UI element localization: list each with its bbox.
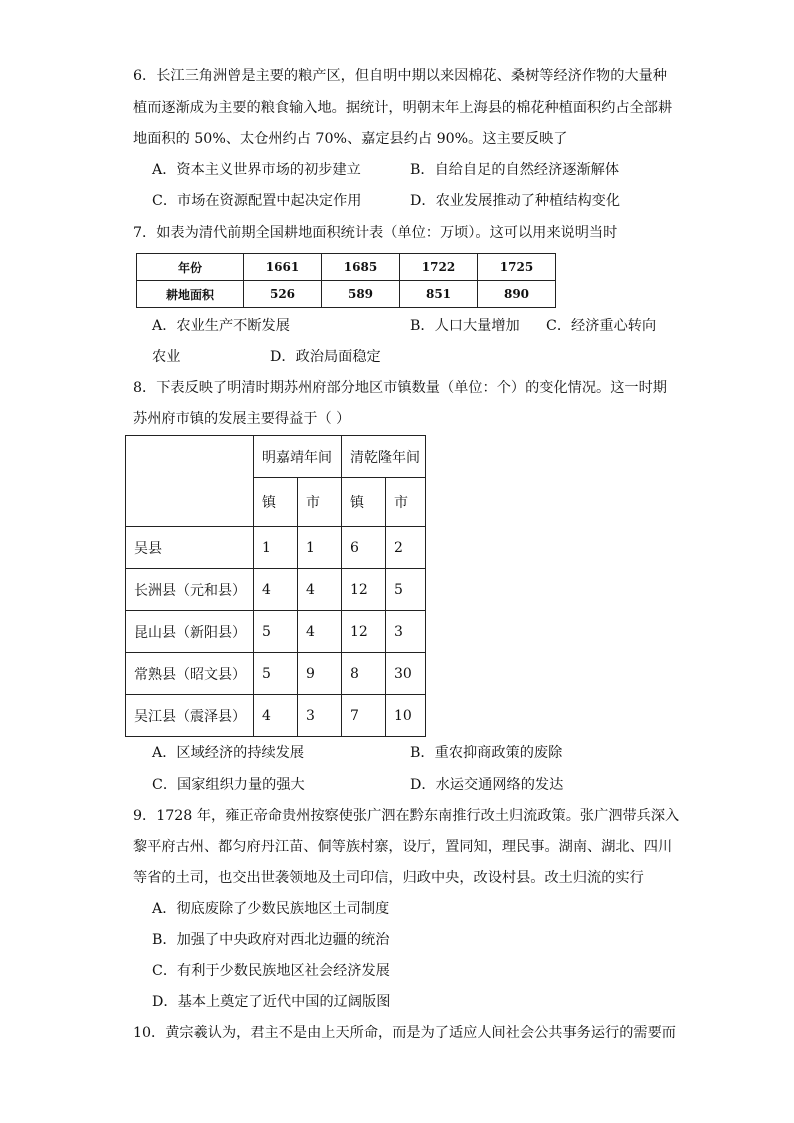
q6-option-b: B．自给自足的自然经济逐渐解体 [410,162,620,178]
q6-stem-line-1: 6．长江三角洲曾是主要的粮产区，但自明中期以来因棉花、桑树等经济作物的大量种 [133,68,667,84]
q8-value: 30 [386,653,426,695]
q8-value: 3 [298,695,342,737]
q8-value: 4 [254,695,298,737]
q8-period-ming: 明嘉靖年间 [254,436,342,478]
q8-subheader-shi: 市 [386,478,426,527]
q7-option-c: C．经济重心转向 [546,318,657,334]
q8-value: 3 [386,611,426,653]
q9-stem-line-3: 等省的土司，也交出世袭领地及土司印信，归政中央，改设村县。改土归流的实行 [133,870,644,886]
table-row [126,695,426,737]
q9-stem-line-1: 9．1728 年，雍正帝命贵州按察使张广泗在黔东南推行改土归流政策。张广泗带兵深入 [133,808,680,824]
q6-option-d: D．农业发展推动了种植结构变化 [410,193,621,209]
q8-value: 1 [254,527,298,569]
q8-value: 2 [386,527,426,569]
q8-county: 吴江县（震泽县） [126,695,254,737]
q10-stem: 10．黄宗羲认为，君主不是由上天所命，而是为了适应人间社会公共事务运行的需要而 [133,1025,676,1041]
q7-year-cell: 1722 [400,254,478,281]
q9-option-b: B．加强了中央政府对西北边疆的统治 [152,932,390,948]
q8-county: 昆山县（新阳县） [126,611,254,653]
q7-option-c-continued: 农业 [152,349,181,365]
q7-option-d: D．政治局面稳定 [270,349,381,365]
q7-farmland-table [136,253,556,308]
q7-year-row [137,254,556,281]
q7-area-cell: 851 [400,281,478,308]
q7-area-cell: 890 [478,281,556,308]
q8-county: 常熟县（昭文县） [126,653,254,695]
q7-area-row [137,281,556,308]
q7-year-cell: 1685 [322,254,400,281]
q8-stem-line-1: 8．下表反映了明清时期苏州府部分地区市镇数量（单位：个）的变化情况。这一时期 [133,380,667,396]
q6-option-a: A．资本主义世界市场的初步建立 [152,162,361,178]
q9-option-a: A．彻底废除了少数民族地区土司制度 [152,901,390,917]
q8-value: 10 [386,695,426,737]
q9-stem-line-2: 黎平府古州、都匀府丹江苗、侗等族村寨，设厅，置同知，理民事。湖南、湖北、四川 [133,839,673,855]
q8-county: 吴县 [126,527,254,569]
q7-area-cell: 526 [244,281,322,308]
q8-option-a: A．区域经济的持续发展 [152,745,305,761]
q8-value: 4 [298,611,342,653]
q6-stem-line-2: 植而逐渐成为主要的粮食输入地。据统计，明朝末年上海县的棉花种植面积约占全部耕 [133,100,673,116]
q8-subheader-shi: 市 [298,478,342,527]
q8-value: 6 [342,527,386,569]
q8-period-qing: 清乾隆年间 [342,436,426,478]
q8-value: 5 [254,653,298,695]
q7-option-a: A．农业生产不断发展 [152,318,290,334]
q8-value: 12 [342,569,386,611]
q7-year-cell: 1661 [244,254,322,281]
table-row [126,569,426,611]
q6-option-c: C．市场在资源配置中起决定作用 [152,193,362,209]
q8-period-header-row [126,436,426,478]
q8-corner-cell [126,436,254,527]
q9-option-c: C．有利于少数民族地区社会经济发展 [152,963,390,979]
table-row [126,653,426,695]
q7-option-b: B．人口大量增加 [410,318,520,334]
q8-subheader-zhen: 镇 [342,478,386,527]
q8-stem-line-2: 苏州府市镇的发展主要得益于（ ） [133,411,351,427]
q7-stem: 7．如表为清代前期全国耕地面积统计表（单位：万顷）。这可以用来说明当时 [133,225,618,241]
q8-subheader-zhen: 镇 [254,478,298,527]
table-row [126,611,426,653]
q8-value: 5 [386,569,426,611]
q8-value: 1 [298,527,342,569]
q8-option-d: D．水运交通网络的发达 [410,777,564,793]
q8-option-c: C．国家组织力量的强大 [152,777,305,793]
q8-value: 4 [254,569,298,611]
q8-value: 9 [298,653,342,695]
q8-option-b: B．重农抑商政策的废除 [410,745,563,761]
q7-area-label: 耕地面积 [137,281,244,308]
table-row [126,527,426,569]
q8-county: 长洲县（元和县） [126,569,254,611]
q8-value: 7 [342,695,386,737]
q8-value: 5 [254,611,298,653]
q8-market-town-table [125,435,426,737]
q8-value: 8 [342,653,386,695]
q8-value: 12 [342,611,386,653]
q9-option-d: D．基本上奠定了近代中国的辽阔版图 [152,994,391,1010]
q7-year-cell: 1725 [478,254,556,281]
q6-stem-line-3: 地面积的 50%、太仓州约占 70%、嘉定县约占 90%。这主要反映了 [133,131,568,147]
q7-year-label: 年份 [137,254,244,281]
q7-area-cell: 589 [322,281,400,308]
q8-value: 4 [298,569,342,611]
